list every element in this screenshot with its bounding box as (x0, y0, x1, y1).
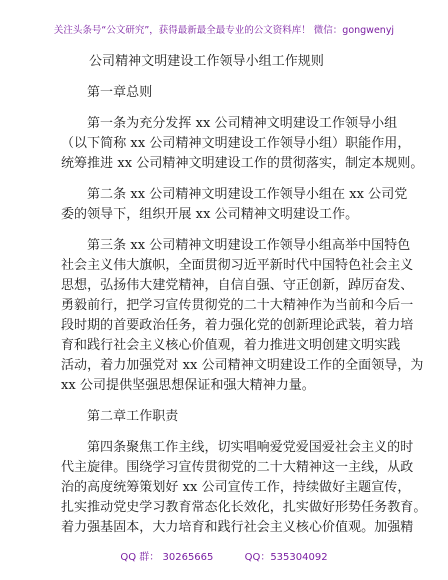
article4-line-1: 第四条聚焦工作主线，切实唱响爱党爱国爱社会主义的时 (87, 440, 414, 455)
article1-line-2: （以下简称 xx 公司精神文明建设工作领导小组）职能作用， (61, 136, 411, 151)
footer-qq-group: QQ 群： 30265665 (120, 552, 214, 563)
article4-line-2: 代主旋律。围绕学习宣传贯彻党的二十大精神这一主线，从政 (61, 460, 414, 475)
article4-line-4: 扎实推动党史学习教育常态化长效化，扎实做好形势任务教育。 (61, 500, 427, 515)
article3-line-1: 第三条 xx 公司精神文明建设工作领导小组高举中国特色 (87, 238, 411, 253)
article3-line-6: 育和践行社会主义核心价值观，着力推进文明创建文明实践 (61, 338, 401, 353)
article4-line-5: 着力强基固本，大力培育和践行社会主义核心价值观。加强精 (61, 520, 414, 535)
document-body (61, 52, 427, 538)
header-banner: 关注头条号“公文研究”，获得最新最全最专业的公文资料库！ 微信：gongwenyj (53, 25, 395, 36)
article3-line-4: 勇毅前行，把学习宣传贯彻党的二十大精神作为当前和今后一 (61, 298, 414, 313)
article1-line-1: 第一条为充分发挥 xx 公司精神文明建设工作领导小组 (87, 116, 398, 131)
footer-banner (0, 548, 448, 563)
article1-line-3: 统筹推进 xx 公司精神文明建设工作的贯彻落实，制定本规则。 (61, 156, 424, 171)
document-title: 公司精神文明建设工作领导小组工作规则 (89, 54, 324, 69)
chapter-heading-1: 第一章总则 (87, 85, 153, 100)
article2-line-1: 第二条 xx 公司精神文明建设工作领导小组在 xx 公司党 (87, 187, 408, 202)
article3-line-8: xx 公司提供坚强思想保证和强大精神力量。 (61, 378, 315, 393)
chapter-heading-2: 第二章工作职责 (87, 409, 179, 424)
footer-qq: QQ：535304092 (244, 552, 328, 563)
article3-line-2: 社会主义伟大旗帜，全面贯彻习近平新时代中国特色社会主义 (61, 258, 414, 273)
article4-line-3: 治的高度统筹策划好 xx 公司宣传工作，持续做好主题宣传， (61, 480, 411, 495)
article3-line-7: 活动，着力加强党对 xx 公司精神文明建设工作的全面领导，为 (61, 358, 424, 373)
article3-line-5: 段时期的首要政治任务，着力强化党的创新理论武装，着力培 (61, 318, 414, 333)
article2-line-2: 委的领导下，组织开展 xx 公司精神文明建设工作。 (61, 207, 359, 222)
article3-line-3: 思想，弘扬伟大建党精神，自信自强、守正创新，踔厉奋发、 (61, 278, 414, 293)
